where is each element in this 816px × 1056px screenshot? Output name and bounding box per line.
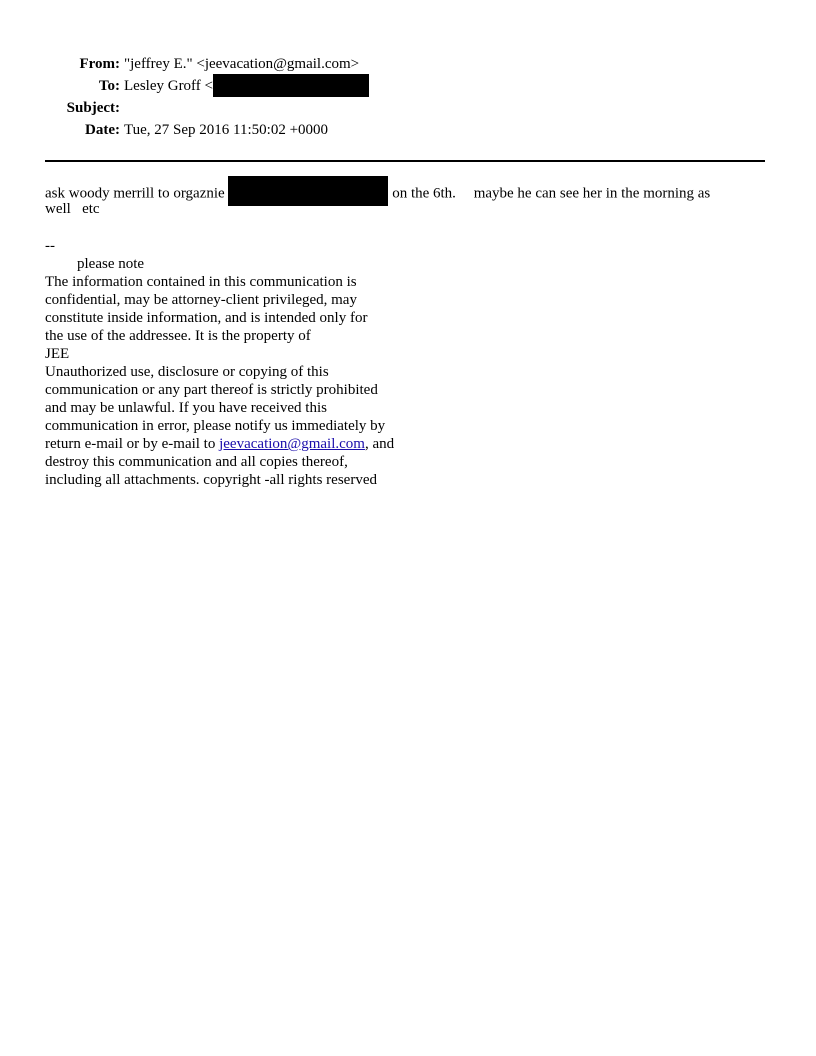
- disclaimer-line: confidential, may be attorney-client privileged, may: [45, 292, 357, 308]
- return-prefix: return e-mail or by e-mail to: [45, 436, 220, 452]
- disclaimer-line: communication or any part thereof is strictly prohibited: [45, 382, 378, 398]
- signature-dashes: --: [45, 238, 55, 254]
- disclaimer-line: destroy this communication and all copies thereof,: [45, 454, 348, 470]
- message-line-2: [45, 200, 765, 218]
- email-link[interactable]: jeevacation@gmail.com: [219, 436, 365, 452]
- subject-value: [120, 97, 124, 119]
- message-text-before: ask woody merrill to orgaznie: [45, 185, 225, 202]
- to-label: To:: [98, 78, 120, 94]
- from-label: From:: [79, 56, 120, 72]
- header-divider: [45, 160, 765, 162]
- return-suffix: , and: [364, 436, 395, 452]
- signature-note: please note: [77, 256, 145, 272]
- disclaimer-line: and may be unlawful. If you have received this: [45, 400, 327, 416]
- message-text-line2: well etc: [45, 201, 100, 217]
- to-value: Lesley Groff <: [124, 78, 213, 94]
- disclaimer-line: the use of the addressee. It is the property of: [45, 328, 311, 344]
- email-header: [0, 53, 816, 141]
- message-line-1: [45, 182, 765, 200]
- date-row: [0, 119, 816, 141]
- redaction-box: [213, 74, 369, 97]
- message-text-after: on the 6th.: [392, 185, 456, 202]
- date-label: Date:: [85, 122, 120, 138]
- from-row: [0, 53, 816, 75]
- disclaimer-line: including all attachments. copyright -all rights reserved: [45, 472, 377, 488]
- disclaimer-line: constitute inside information, and is intended only for: [45, 310, 368, 326]
- disclaimer-line: JEE: [45, 346, 70, 362]
- to-row: [0, 75, 816, 97]
- subject-row: [0, 97, 816, 119]
- subject-label: Subject:: [66, 100, 120, 116]
- signature-block: [45, 237, 394, 489]
- date-value: Tue, 27 Sep 2016 11:50:02 +0000: [124, 122, 329, 138]
- disclaimer-line: Unauthorized use, disclosure or copying of this: [45, 364, 329, 380]
- message-text-tail: maybe he can see her in the morning as: [473, 185, 711, 202]
- redaction-box: [228, 176, 388, 206]
- message-body: [45, 182, 765, 218]
- to-value-wrap: [120, 75, 369, 97]
- disclaimer-line: The information contained in this communication is: [45, 274, 357, 290]
- disclaimer-line: communication in error, please notify us immediately by: [45, 418, 386, 434]
- from-value: "jeffrey E." <jeevacation@gmail.com>: [124, 56, 360, 72]
- disclaimer-line-with-link: [45, 435, 394, 453]
